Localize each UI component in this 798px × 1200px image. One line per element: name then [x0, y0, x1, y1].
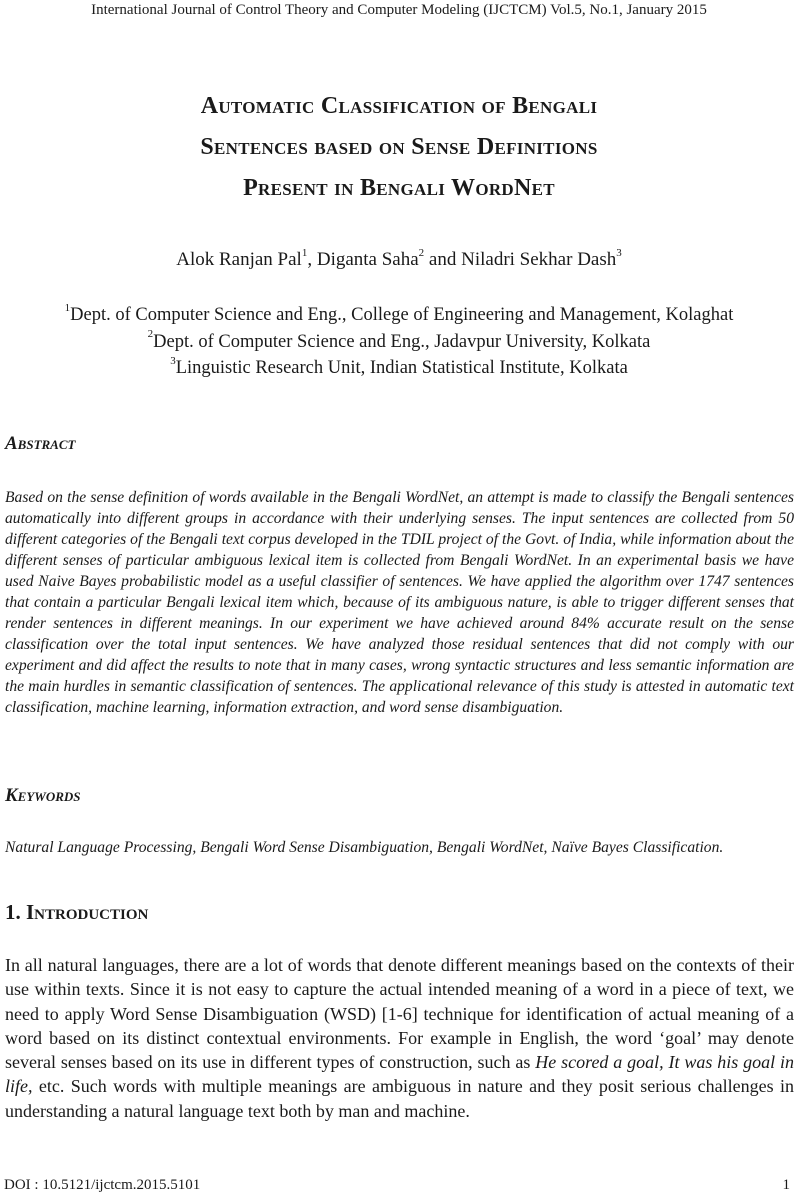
affiliation-1: [20, 302, 778, 329]
affiliation-text: Dept. of Computer Science and Eng., College of Engineering and Management, Kolaghat: [70, 305, 734, 325]
author-sup: 3: [616, 246, 622, 259]
introduction-heading: 1. Introduction: [5, 900, 149, 924]
author-name: Diganta Saha: [316, 249, 419, 270]
paper-title: [20, 86, 778, 209]
title-line-1: Automatic Classification of Bengali: [200, 93, 598, 119]
affiliations: [20, 302, 778, 382]
intro-text-part-2: etc. Such words with multiple meanings are ambiguous in nature and they posit serious challenges in understanding a natural language text both by man and machine.: [5, 1076, 794, 1121]
title-line-3: Present in Bengali WordNet: [243, 175, 555, 201]
affiliation-sup: 2: [147, 328, 154, 341]
author-list: [0, 247, 798, 273]
abstract-heading: Abstract: [5, 433, 76, 454]
affiliation-text: Dept. of Computer Science and Eng., Jadavpur University, Kolkata: [153, 331, 651, 352]
affiliation-text: Linguistic Research Unit, Indian Statistical Institute, Kolkata: [175, 358, 628, 378]
author-sup: 1: [301, 246, 308, 259]
title-line-2: Sentences based on Sense Definitions: [200, 134, 598, 160]
keywords-text: Natural Language Processing, Bengali Word Sense Disambiguation, Bengali WordNet, Naïve Bayes Classification.: [5, 839, 724, 856]
intro-text-part-1: In all natural languages, there are a lot of words that denote different meanings based on the contexts of their use within texts. Since it is not easy to capture the actual intended meaning of a word in a piece of text, we need to apply Word Sense Disambiguation (WSD) [1-6] technique for identification of actual meaning of a word based on its distinct contextual environments. For example in English, the word ‘goal’ may denote several senses based on its use in different types of construction, such as: [5, 955, 794, 1073]
author-separator: and: [424, 249, 462, 270]
affiliation-sup: 1: [64, 301, 71, 314]
author-name: Niladri Sekhar Dash: [461, 249, 617, 270]
introduction-paragraph: [5, 953, 794, 1123]
affiliation-2: [20, 329, 778, 356]
affiliation-3: [20, 355, 778, 382]
author-separator: ,: [307, 249, 317, 270]
footer-doi: DOI : 10.5121/ijctcm.2015.5101: [4, 1177, 201, 1193]
intro-example: He scored a goal, It was his goal in life,: [5, 1052, 794, 1097]
keywords-heading: Keywords: [5, 785, 81, 806]
affiliation-sup: 3: [170, 354, 176, 367]
abstract-text: Based on the sense definition of words available in the Bengali WordNet, an attempt is made to classify the Bengali sentences automatically into different groups in accordance with their underlying senses. The input sentences are collected from 50 different categories of the Bengali text corpus developed in the TDIL project of the Govt. of India, while information about the different senses of particular ambiguous lexical item is collected from Bengali WordNet. In an experimental basis we have used Naive Bayes probabilistic model as a useful classifier of sentences. We have applied the algorithm over 1747 sentences that contain a particular Bengali lexical item which, because of its ambiguous nature, is able to trigger different senses that render sentences in different meanings. In our experiment we have achieved around 84% accurate result on the sense classification over the total input sentences. We have analyzed those residual sentences that did not comply with our experiment and did affect the results to note that in many cases, wrong syntactic structures and less semantic information are the main hurdles in semantic classification of sentences. The applicational relevance of this study is attested in automatic text classification, machine learning, information extraction, and word sense disambiguation.: [5, 489, 794, 716]
running-head: International Journal of Control Theory and Computer Modeling (IJCTCM) Vol.5, No.1, January 2015: [91, 2, 707, 18]
author-name: Alok Ranjan Pal: [176, 249, 302, 270]
page-number: 1: [782, 1177, 790, 1193]
author-sup: 2: [418, 246, 425, 259]
